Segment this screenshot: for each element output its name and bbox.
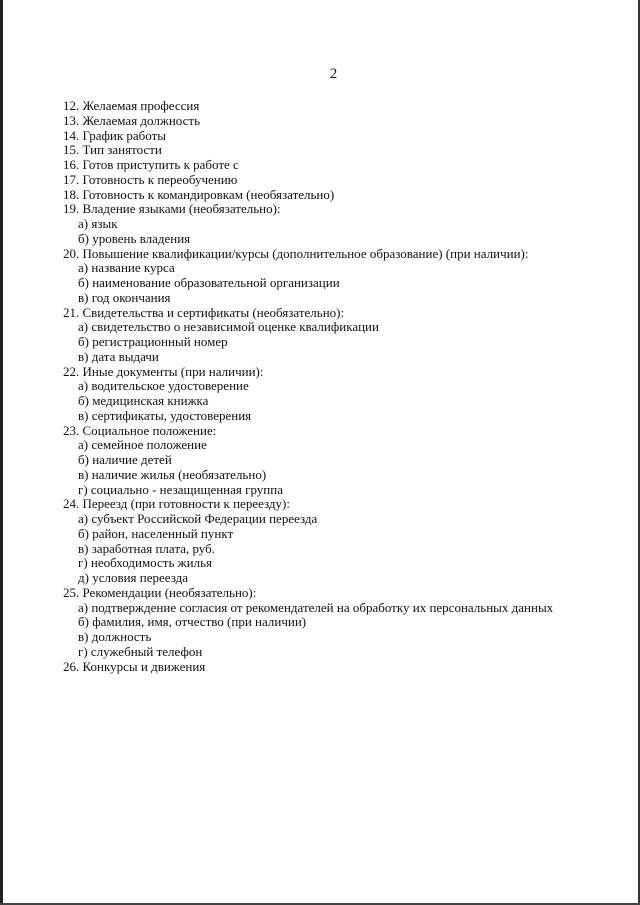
list-subitem: а) водительское удостоверение	[78, 378, 249, 394]
list-subitem: в) заработная плата, руб.	[78, 540, 215, 556]
list-subitem: а) название курса	[78, 260, 175, 276]
field-list	[63, 99, 603, 674]
list-item: 25. Рекомендации (необязательно):	[63, 584, 257, 600]
list-subitem: б) регистрационный номер	[78, 334, 228, 349]
list-subitem: а) свидетельство о независимой оценке квалификации	[78, 319, 379, 335]
list-subitem: г) социально - незащищенная группа	[78, 481, 283, 497]
list-subitem: б) район, населенный пункт	[78, 525, 234, 541]
list-subitem: д) условия переезда	[78, 570, 188, 585]
list-subitem: б) уровень владения	[78, 230, 191, 246]
list-item: 16. Готов приступить к работе с	[63, 157, 239, 172]
list-subitem: а) подтверждение согласия от рекомендателей на обработку их персональных данных	[78, 599, 554, 615]
list-subitem: б) наименование образовательной организации	[78, 275, 340, 290]
list-item: 24. Переезд (при готовности к переезду):	[63, 496, 290, 512]
list-subitem: г) необходимость жилья	[78, 555, 212, 571]
list-subitem: б) медицинская книжка	[78, 393, 209, 408]
list-subitem: б) фамилия, имя, отчество (при наличии)	[78, 614, 307, 630]
list-item: 21. Свидетельства и сертификаты (необязательно):	[63, 304, 345, 320]
list-item: 20. Повышение квалификации/курсы (дополнительное образование) (при наличии):	[63, 245, 529, 261]
list-item: 19. Владение языками (необязательно):	[63, 201, 281, 217]
list-subitem: а) субъект Российской Федерации переезда	[78, 511, 318, 526]
list-item: 12. Желаемая профессия	[63, 98, 200, 113]
list-subitem: б) наличие детей	[78, 452, 172, 467]
list-subitem: в) должность	[78, 629, 152, 644]
list-item: 15. Тип занятости	[63, 142, 162, 158]
list-subitem: а) семейное положение	[78, 437, 207, 453]
list-item: 26. Конкурсы и движения	[63, 658, 206, 674]
list-subitem: в) наличие жилья (необязательно)	[78, 466, 267, 482]
list-subitem: в) год окончания	[78, 289, 171, 305]
list-item: 14. График работы	[63, 127, 167, 143]
list-item: 23. Социальное положение:	[63, 422, 217, 438]
list-item: 17. Готовность к переобучению	[63, 171, 238, 187]
list-subitem: а) язык	[78, 216, 118, 231]
list-item: 18. Готовность к командировкам (необязательно)	[63, 186, 335, 202]
list-subitem: в) дата выдачи	[78, 348, 159, 364]
scan-edge-left	[0, 0, 3, 905]
page-number: 2	[329, 66, 338, 82]
list-item: 13. Желаемая должность	[63, 112, 200, 128]
list-subitem: в) сертификаты, удостоверения	[78, 407, 252, 423]
list-item: 22. Иные документы (при наличии):	[63, 363, 264, 379]
list-subitem: г) служебный телефон	[78, 643, 203, 659]
